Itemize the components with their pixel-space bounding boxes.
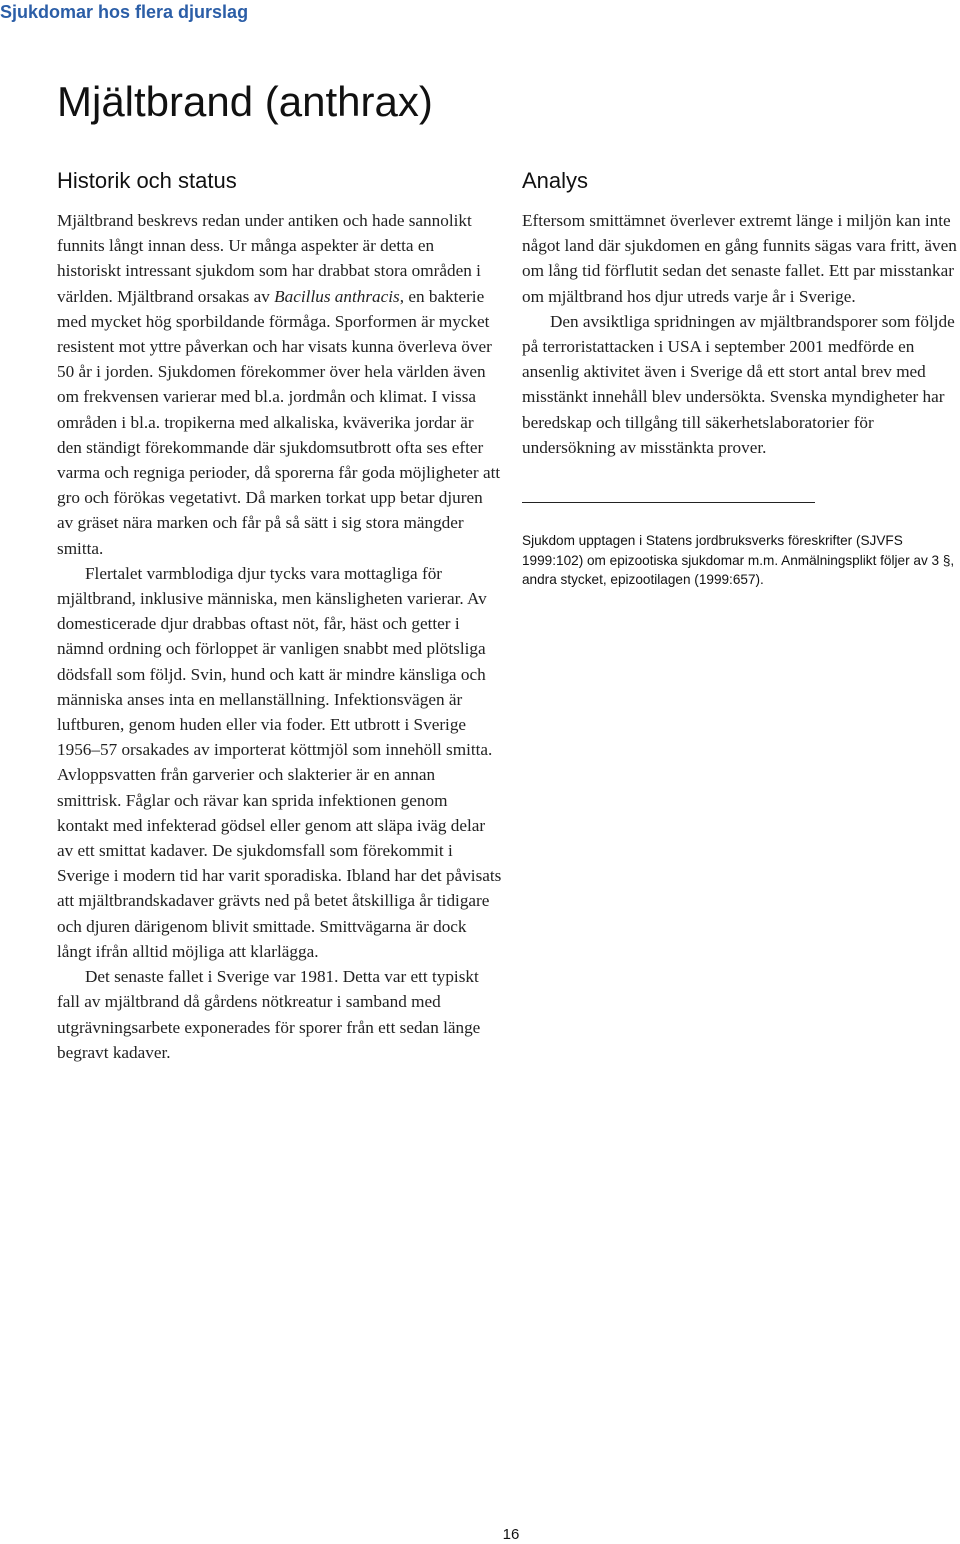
bacillus-name: Bacillus anthracis [274, 286, 400, 306]
page-title: Mjältbrand (anthrax) [57, 78, 433, 125]
history-p1-start: Mjältbrand beskrevs redan under antiken och hade sannolikt funnits långt innan dess. Ur många aspekter är detta en historiskt intressant sjukdom som har drabbat stora områden i världen. Mjältbrand orsakas av [57, 211, 481, 306]
right-column [522, 166, 958, 590]
left-column [57, 166, 502, 1065]
history-paragraph-3: Det senaste fallet i Sverige var 1981. Detta var ett typiskt fall av mjältbrand då gårdens nötkreatur i samband med utgrävningsarbete exponerades för sporer från ett sedan länge begravt kadaver. [57, 967, 481, 1062]
history-p1-end: , en bakterie med mycket hög sporbildande förmåga. Sporformen är mycket resistent mot yttre påverkan och har visats kunna överleva över 50 år i jorden. Sjukdomen förekommer över hela världen även om frekvensen varierar med bl.a. jordmån och klimat. I vissa områden i bl.a. tropikerna med alkaliska, kväverika jordar är den ständigt förekommande där sjukdomsutbrott ofta ses efter varma och regniga perioder, då sporerna får goda möjligheter att gro och förökas vegetativt. Då marken torkat upp betar djuren av gräset nära marken och får på så sätt i sig stora mängder smitta. [57, 286, 501, 558]
section-heading-analysis: Analys [522, 168, 589, 193]
analysis-paragraph-1: Eftersom smittämnet överlever extremt länge i miljön kan inte något land där sjukdomen en gång funnits sägas vara fritt, även om lång tid förflutit sedan det senaste fallet. Ett par misstankar om mjältbrand hos djur utreds varje år i Sverige. [522, 211, 957, 306]
history-paragraph-2: Flertalet varmblodiga djur tycks vara mottagliga för mjältbrand, inklusive människa, men känsligheten varierar. Av domesticerade djur drabbas oftast nöt, får, häst och getter i nämnd ordning och förloppet är vanligen snabbt med plötsliga dödsfall som följd. Svin, hund och katt är mindre känsliga och människa anses inta en mellanställning. Infektionsvägen är luftburen, genom huden eller via foder. Ett utbrott i Sverige 1956–57 orsakades av importerat köttmjöl som innehöll smitta. Avloppsvatten från garverier och slakterier är en annan smittrisk. Fåglar och rävar kan sprida infektionen genom kontakt med infekterad gödsel eller genom att släpa iväg delar av ett smittat kadaver. De sjukdomsfall som förekommit i Sverige i modern tid har varit sporadiska. Ibland har det påvisats att mjältbrandskadaver grävts ned på betet åtskilliga år tidigare och djuren därigenom blivit smittade. Smittvägarna är dock långt ifrån alltid möjliga att klarlägga. [57, 563, 502, 961]
section-heading-history: Historik och status [57, 168, 237, 193]
regulation-footnote: Sjukdom upptagen i Statens jordbruksverks föreskrifter (SJVFS 1999:102) om epizootiska sjukdomar m.m. Anmälningsplikt följer av 3 §, andra stycket, epizootilagen (1999:657). [522, 533, 955, 588]
running-header: Sjukdomar hos flera djurslag [0, 2, 249, 22]
page-number: 16 [502, 1526, 520, 1543]
footnote-divider [522, 502, 815, 503]
history-paragraph-1 [57, 208, 502, 561]
analysis-paragraph-2: Den avsiktliga spridningen av mjältbrandsporer som följde på terroristattacken i USA i september 2001 medförde en ansenlig aktivitet även i Sverige då ett stort antal brev med misstänkt innehåll blev undersökta. Svenska myndigheter har beredskap och tillgång till säkerhetslaboratorier för undersökning av misstänkta prover. [522, 311, 955, 457]
